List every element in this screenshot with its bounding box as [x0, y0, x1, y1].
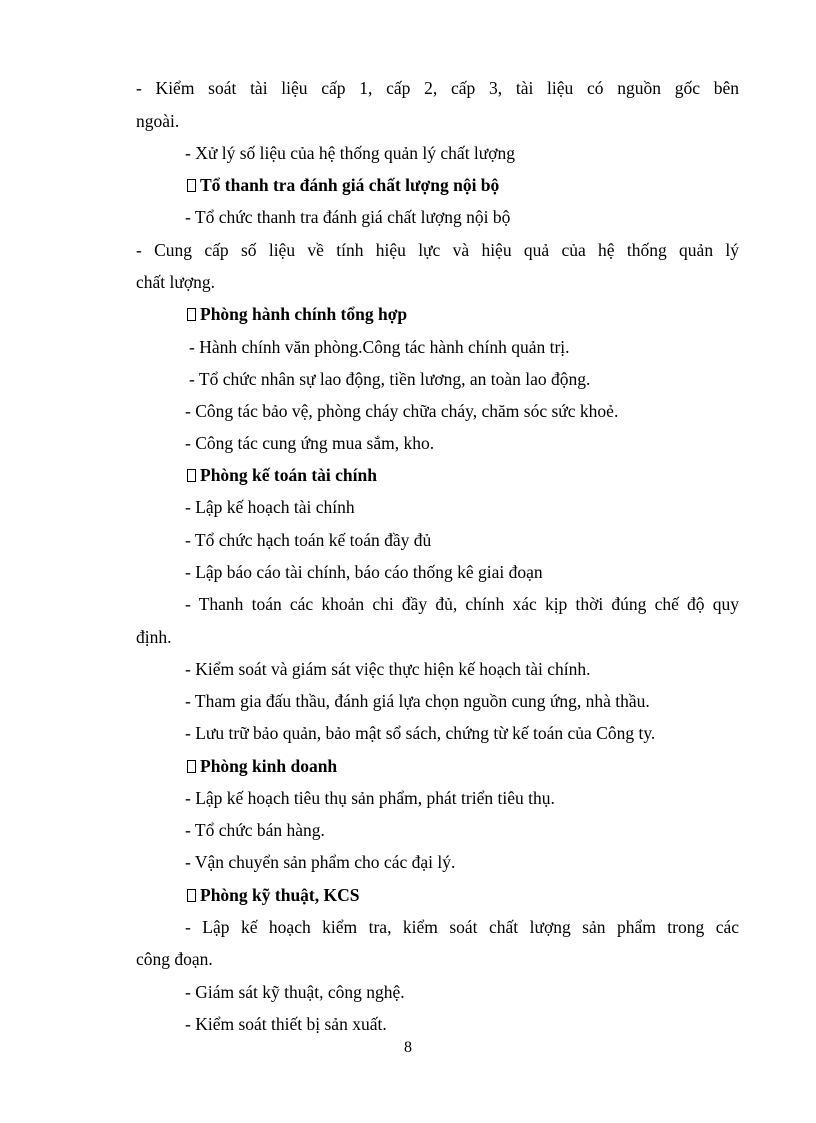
text-line: - Vận chuyển sản phẩm cho các đại lý.: [185, 852, 456, 872]
text-line: - Công tác bảo vệ, phòng cháy chữa cháy, chăm sóc sức khoẻ.: [185, 401, 619, 421]
text-line: - Lập kế hoạch tiêu thụ sản phẩm, phát triển tiêu thụ.: [185, 788, 555, 808]
text-line: chất lượng.: [136, 272, 215, 292]
section-heading: Tổ thanh tra đánh giá chất lượng nội bộ: [187, 174, 499, 196]
text-line: - Tổ chức nhân sự lao động, tiền lương, an toàn lao động.: [189, 369, 591, 389]
text-line: ngoài.: [136, 111, 180, 131]
text-line: - Kiểm soát và giám sát việc thực hiện kế hoạch tài chính.: [185, 659, 591, 679]
text-line: - Kiểm soát tài liệu cấp 1, cấp 2, cấp 3, tài liệu có nguồn gốc bên: [136, 78, 739, 98]
text-line: - Xử lý số liệu của hệ thống quản lý chất lượng: [185, 143, 516, 163]
checkbox-symbol-icon: [187, 308, 196, 321]
text-line: định.: [136, 627, 172, 647]
section-heading: Phòng kế toán tài chính: [187, 464, 377, 486]
text-line: - Giám sát kỹ thuật, công nghệ.: [185, 982, 405, 1002]
text-line: - Tổ chức bán hàng.: [185, 820, 325, 840]
text-line: - Lập kế hoạch tài chính: [185, 497, 355, 517]
section-heading: Phòng hành chính tổng hợp: [187, 303, 407, 325]
text-line: - Lập kế hoạch kiểm tra, kiểm soát chất lượng sản phẩm trong các: [185, 917, 739, 937]
checkbox-symbol-icon: [187, 889, 196, 902]
checkbox-symbol-icon: [187, 760, 196, 773]
section-heading: Phòng kỹ thuật, KCS: [187, 884, 360, 906]
text-line: - Công tác cung ứng mua sắm, kho.: [185, 433, 435, 453]
text-line: - Tổ chức hạch toán kế toán đầy đủ: [185, 530, 432, 550]
text-line: - Hành chính văn phòng.Công tác hành chính quản trị.: [189, 337, 570, 357]
text-line: - Thanh toán các khoản chi đầy đủ, chính xác kịp thời đúng chế độ quy: [185, 594, 739, 614]
section-heading: Phòng kinh doanh: [187, 755, 337, 777]
text-line: công đoạn.: [136, 949, 213, 969]
text-line: - Lưu trữ bảo quản, bảo mật sổ sách, chứng từ kế toán của Công ty.: [185, 723, 656, 743]
text-line: - Lập báo cáo tài chính, báo cáo thống kê giai đoạn: [185, 562, 543, 582]
text-line: - Cung cấp số liệu về tính hiệu lực và hiệu quả của hệ thống quản lý: [136, 240, 739, 260]
text-line: - Kiểm soát thiết bị sản xuất.: [185, 1014, 387, 1034]
text-line: - Tổ chức thanh tra đánh giá chất lượng nội bộ: [185, 207, 511, 227]
checkbox-symbol-icon: [187, 179, 196, 192]
checkbox-symbol-icon: [187, 469, 196, 482]
page-number: 8: [404, 1039, 412, 1056]
text-line: - Tham gia đấu thầu, đánh giá lựa chọn nguồn cung ứng, nhà thầu.: [185, 691, 650, 711]
